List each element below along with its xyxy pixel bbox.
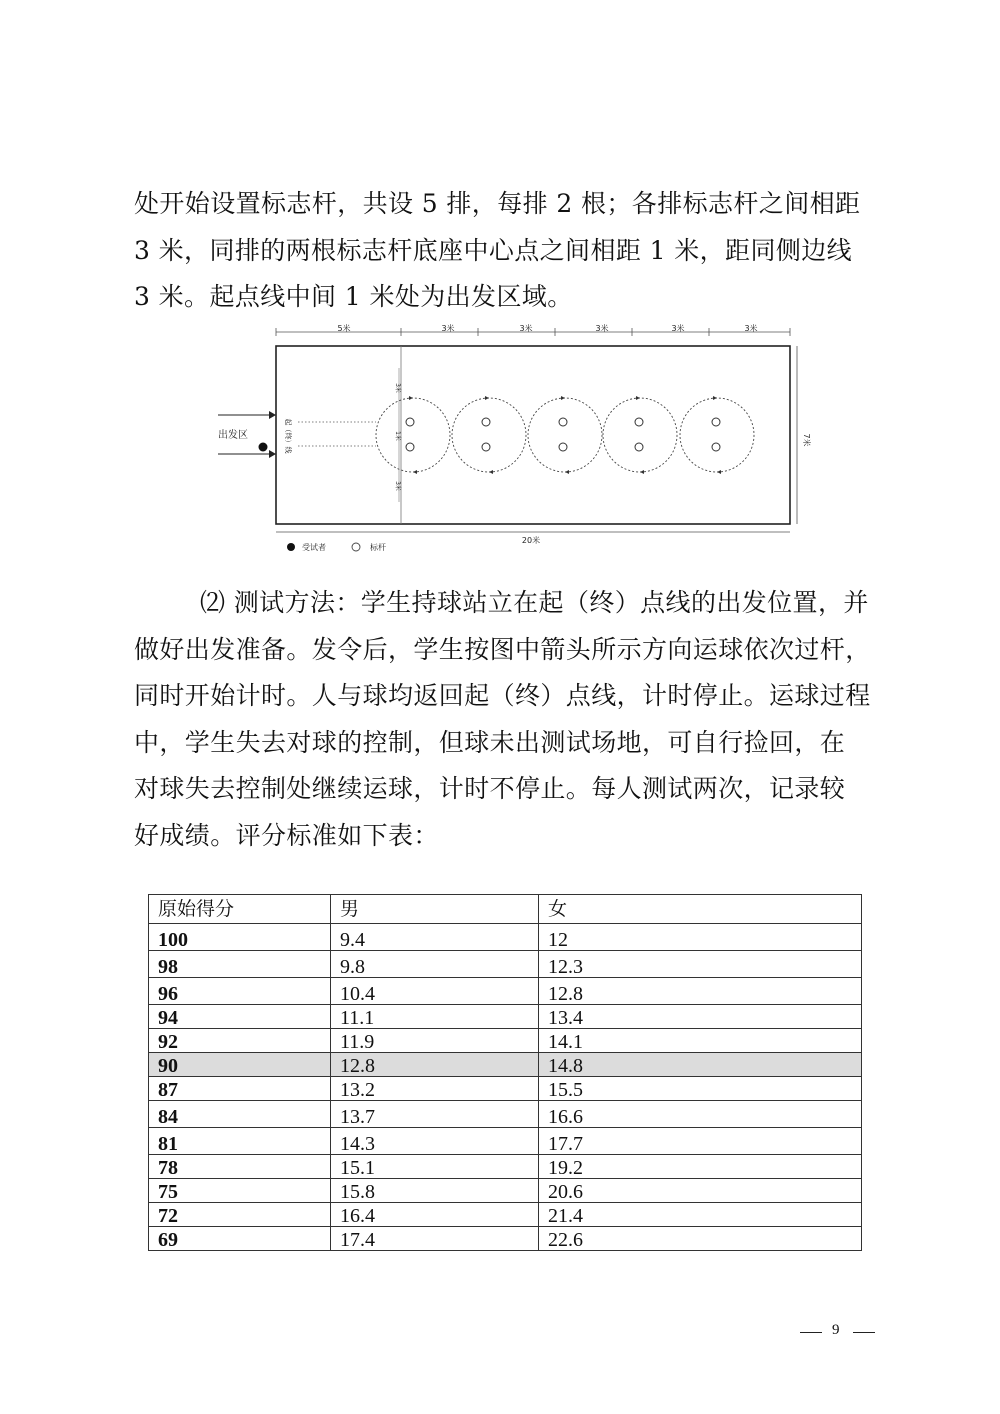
cell-male: 10.4 (331, 978, 539, 1005)
paragraph-method (134, 580, 874, 859)
table-row (149, 1053, 862, 1077)
cell-male: 9.4 (331, 924, 539, 951)
table-row (149, 1203, 862, 1227)
cell-male: 17.4 (331, 1227, 539, 1251)
cell-score: 78 (149, 1155, 331, 1179)
text-line: 同时开始计时。人与球均返回起（终）点线，计时停止。运球过程 (134, 681, 871, 710)
footer-dash (853, 1332, 875, 1333)
table-row (149, 1128, 862, 1155)
text-line: 好成绩。评分标准如下表： (134, 820, 439, 850)
cell-male: 9.8 (331, 951, 539, 978)
table-row (149, 1005, 862, 1029)
legend-tester-icon (287, 543, 295, 551)
page-footer (800, 1322, 876, 1342)
cell-female: 17.7 (539, 1128, 862, 1155)
cell-female: 21.4 (539, 1203, 862, 1227)
pole-marker (635, 418, 643, 426)
table-row (149, 1155, 862, 1179)
cell-male: 15.1 (331, 1155, 539, 1179)
right-dimension-label: 7米 (802, 433, 811, 447)
cell-score: 96 (149, 978, 331, 1005)
cell-female: 12 (539, 924, 862, 951)
cell-female: 12.3 (539, 951, 862, 978)
pole-marker (406, 418, 414, 426)
top-dimension-label: 3米 (595, 324, 609, 333)
cell-score: 100 (149, 924, 331, 951)
text-line: 中，学生失去对球的控制，但球未出测试场地，可自行捡回，在 (134, 727, 846, 757)
cell-male: 11.1 (331, 1005, 539, 1029)
legend-tester-label: 受试者 (302, 543, 326, 552)
table-row (149, 1101, 862, 1128)
text-line: 做好出发准备。发令后，学生按图中箭头所示方向运球依次过杆， (134, 634, 871, 664)
legend-pole-label: 标杆 (370, 543, 386, 552)
table-row (149, 978, 862, 1005)
cell-female: 22.6 (539, 1227, 862, 1251)
top-dimension-label: 3米 (744, 324, 758, 333)
cell-female: 15.5 (539, 1077, 862, 1101)
table-row (149, 1227, 862, 1251)
cell-score: 87 (149, 1077, 331, 1101)
pole-marker (482, 443, 490, 451)
pole-marker (712, 418, 720, 426)
text-line: 3 米。起点线中间 1 米处为出发区域。 (134, 282, 573, 311)
pole-marker (559, 418, 567, 426)
cell-female: 20.6 (539, 1179, 862, 1203)
pole-row (376, 396, 450, 474)
start-line-label: 起（终）线 (284, 418, 292, 454)
cell-male: 14.3 (331, 1128, 539, 1155)
cell-male: 12.8 (331, 1053, 539, 1077)
cell-female: 13.4 (539, 1005, 862, 1029)
bottom-dimension-label: 20米 (521, 536, 541, 545)
top-dimension-label: 3米 (671, 324, 685, 333)
pole-marker (559, 443, 567, 451)
cell-score: 84 (149, 1101, 331, 1128)
side-dimension-label: 3米 (394, 481, 401, 491)
field-diagram (206, 318, 818, 558)
cell-score: 90 (149, 1053, 331, 1077)
pole-marker (635, 443, 643, 451)
tester-marker (259, 443, 268, 452)
table-row (149, 951, 862, 978)
top-dimension-label: 3米 (441, 324, 455, 333)
side-dimension-label: 1米 (394, 431, 401, 441)
table-header-row (149, 895, 862, 924)
text-line: 对球失去控制处继续运球，计时不停止。每人测试两次，记录较 (134, 774, 846, 803)
legend-pole-icon (352, 543, 360, 551)
header-female: 女 (539, 895, 862, 924)
table-body (149, 924, 862, 1251)
pole-row (603, 396, 677, 474)
field-boundary (276, 346, 790, 524)
text-line: ⑵ 测试方法：学生持球站立在起（终）点线的出发位置，并 (200, 588, 869, 617)
cell-male: 16.4 (331, 1203, 539, 1227)
top-dimension-label: 5米 (337, 324, 351, 333)
header-score: 原始得分 (149, 895, 331, 924)
pole-marker (482, 418, 490, 426)
table-row (149, 1179, 862, 1203)
cell-score: 81 (149, 1128, 331, 1155)
pole-marker (406, 443, 414, 451)
table-row (149, 1077, 862, 1101)
cell-female: 19.2 (539, 1155, 862, 1179)
cell-score: 75 (149, 1179, 331, 1203)
pole-marker (712, 443, 720, 451)
header-male: 男 (331, 895, 539, 924)
page-number: 9 (832, 1322, 840, 1338)
score-table (148, 894, 862, 1251)
pole-row (528, 396, 602, 474)
table-row (149, 1029, 862, 1053)
cell-female: 16.6 (539, 1101, 862, 1128)
cell-score: 92 (149, 1029, 331, 1053)
side-dimension-label: 3米 (394, 383, 401, 393)
cell-male: 15.8 (331, 1179, 539, 1203)
pole-row (680, 396, 754, 474)
cell-male: 11.9 (331, 1029, 539, 1053)
pole-row (452, 396, 526, 474)
text-line: 处开始设置标志杆，共设 5 排，每排 2 根；各排标志杆之间相距 (134, 189, 861, 218)
footer-dash (800, 1332, 822, 1333)
cell-female: 14.1 (539, 1029, 862, 1053)
text-line: 3 米，同排的两根标志杆底座中心点之间相距 1 米，距同侧边线 (134, 235, 853, 265)
cell-score: 94 (149, 1005, 331, 1029)
top-dimension-label: 3米 (519, 324, 533, 333)
cell-score: 69 (149, 1227, 331, 1251)
cell-female: 12.8 (539, 978, 862, 1005)
cell-score: 98 (149, 951, 331, 978)
table-row (149, 924, 862, 951)
cell-female: 14.8 (539, 1053, 862, 1077)
cell-score: 72 (149, 1203, 331, 1227)
paragraph-setup (134, 181, 874, 321)
cell-male: 13.7 (331, 1101, 539, 1128)
start-area-label: 出发区 (218, 430, 248, 441)
cell-male: 13.2 (331, 1077, 539, 1101)
